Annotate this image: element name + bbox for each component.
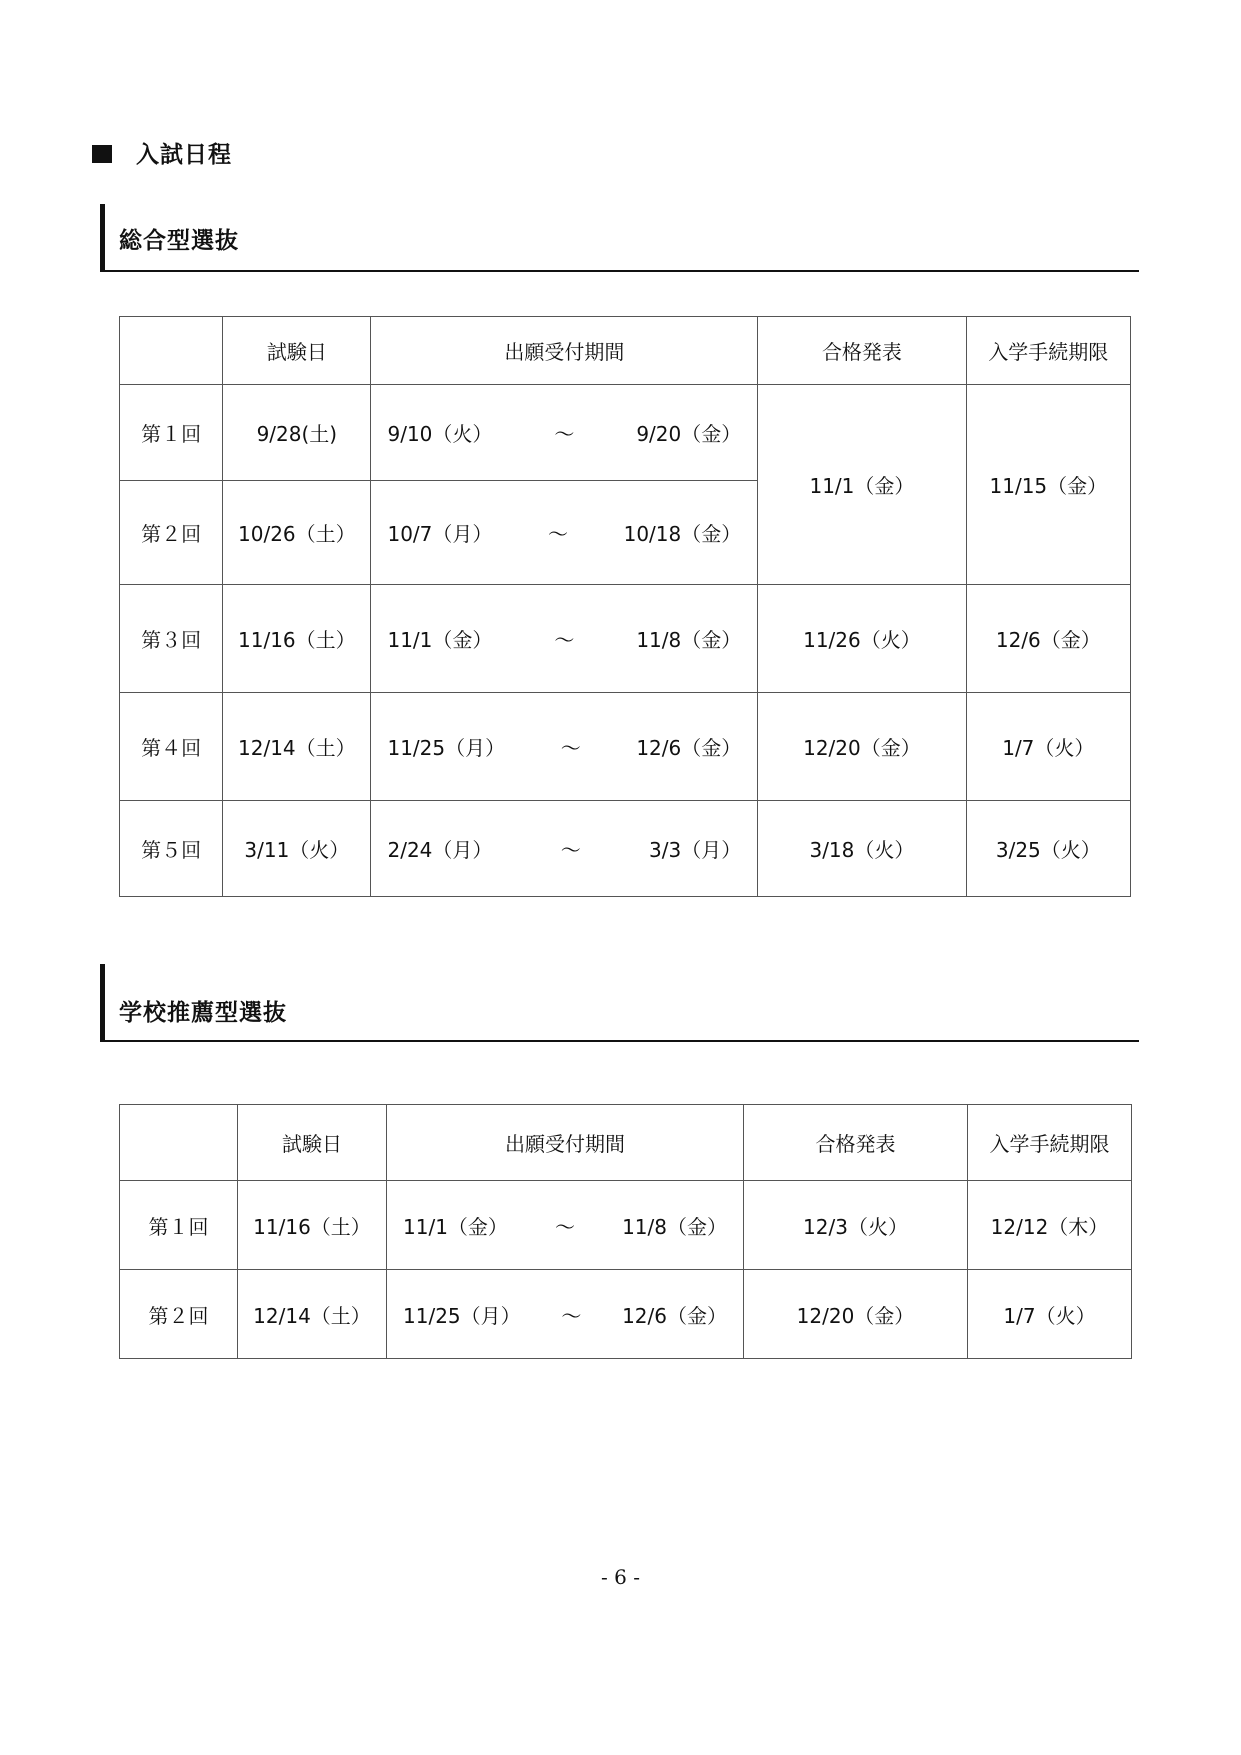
- period-start: 11/25（月）: [387, 736, 506, 760]
- deadline-cell: 11/15（金）: [966, 385, 1130, 585]
- page-number: - 6 -: [601, 1565, 640, 1589]
- round-cell: 第２回: [120, 1270, 238, 1359]
- period-end: 11/8（金）: [636, 628, 742, 652]
- period-start: 9/10（火）: [387, 422, 493, 446]
- table-header-row: [120, 317, 1131, 385]
- period-start: 11/1（金）: [387, 628, 493, 652]
- header-cell: 試験日: [223, 317, 371, 385]
- result-date-cell: 12/20（金）: [744, 1270, 968, 1359]
- tilde: ～: [561, 1303, 582, 1328]
- period-start: 2/24（月）: [387, 838, 493, 862]
- application-period-cell: [371, 585, 758, 693]
- deadline-cell: 1/7（火）: [966, 693, 1130, 801]
- period-end: 11/8（金）: [622, 1214, 727, 1239]
- period-end: 9/20（金）: [636, 422, 742, 446]
- application-period-cell: [371, 801, 758, 897]
- application-period-cell: [371, 693, 758, 801]
- tilde: ～: [555, 1214, 575, 1239]
- table-row: [120, 1270, 1132, 1359]
- table-row: [120, 385, 1131, 481]
- exam-date-cell: 12/14（土）: [223, 693, 371, 801]
- header-cell: 出願受付期間: [371, 317, 758, 385]
- tilde: ～: [554, 422, 575, 446]
- page-title: [92, 136, 232, 169]
- period-start: 11/1（金）: [403, 1214, 508, 1239]
- round-cell: 第１回: [120, 1181, 238, 1270]
- page-title-text: 入試日程: [136, 142, 232, 168]
- tilde: ～: [554, 628, 575, 652]
- period-end: 3/3（月）: [649, 838, 742, 862]
- exam-date-cell: 9/28(土): [223, 385, 371, 481]
- application-period-cell: [371, 385, 758, 481]
- tilde: ～: [548, 522, 568, 546]
- square-bullet-icon: [92, 145, 112, 163]
- application-period-cell: [387, 1270, 744, 1359]
- round-cell: 第４回: [120, 693, 223, 801]
- tilde: ～: [560, 838, 581, 862]
- exam-date-cell: 11/16（土）: [238, 1181, 387, 1270]
- deadline-cell: 12/6（金）: [966, 585, 1130, 693]
- header-cell: 合格発表: [758, 317, 966, 385]
- tilde: ～: [560, 736, 581, 760]
- header-cell: 入学手続期限: [966, 317, 1130, 385]
- table-row: [120, 801, 1131, 897]
- header-cell: 合格発表: [744, 1105, 968, 1181]
- table-row: [120, 693, 1131, 801]
- period-end: 12/6（金）: [622, 1303, 727, 1328]
- round-cell: 第２回: [120, 481, 223, 585]
- section-heading-sogo: [100, 204, 1139, 272]
- round-cell: 第５回: [120, 801, 223, 897]
- header-cell: 試験日: [238, 1105, 387, 1181]
- result-date-cell: 3/18（火）: [758, 801, 966, 897]
- period-end: 10/18（金）: [623, 522, 742, 546]
- period-end: 12/6（金）: [636, 736, 742, 760]
- header-cell: [120, 317, 223, 385]
- section-heading-suisen: [100, 964, 1139, 1042]
- result-date-cell: 11/1（金）: [758, 385, 966, 585]
- schedule-table-suisen: [119, 1104, 1132, 1359]
- application-period-cell: [371, 481, 758, 585]
- exam-date-cell: 3/11（火）: [223, 801, 371, 897]
- period-start: 11/25（月）: [403, 1303, 521, 1328]
- exam-date-cell: 10/26（土）: [223, 481, 371, 585]
- section-title: 総合型選抜: [119, 228, 239, 254]
- round-cell: 第１回: [120, 385, 223, 481]
- deadline-cell: 1/7（火）: [968, 1270, 1132, 1359]
- application-period-cell: [387, 1181, 744, 1270]
- result-date-cell: 11/26（火）: [758, 585, 966, 693]
- section-title: 学校推薦型選抜: [119, 1000, 287, 1026]
- schedule-table-sogo: [119, 316, 1131, 897]
- round-cell: 第３回: [120, 585, 223, 693]
- header-cell: [120, 1105, 238, 1181]
- exam-date-cell: 12/14（土）: [238, 1270, 387, 1359]
- table-row: [120, 1181, 1132, 1270]
- exam-date-cell: 11/16（土）: [223, 585, 371, 693]
- deadline-cell: 12/12（木）: [968, 1181, 1132, 1270]
- result-date-cell: 12/20（金）: [758, 693, 966, 801]
- header-cell: 入学手続期限: [968, 1105, 1132, 1181]
- deadline-cell: 3/25（火）: [966, 801, 1130, 897]
- table-row: [120, 585, 1131, 693]
- result-date-cell: 12/3（火）: [744, 1181, 968, 1270]
- header-cell: 出願受付期間: [387, 1105, 744, 1181]
- table-header-row: [120, 1105, 1132, 1181]
- period-start: 10/7（月）: [387, 522, 493, 546]
